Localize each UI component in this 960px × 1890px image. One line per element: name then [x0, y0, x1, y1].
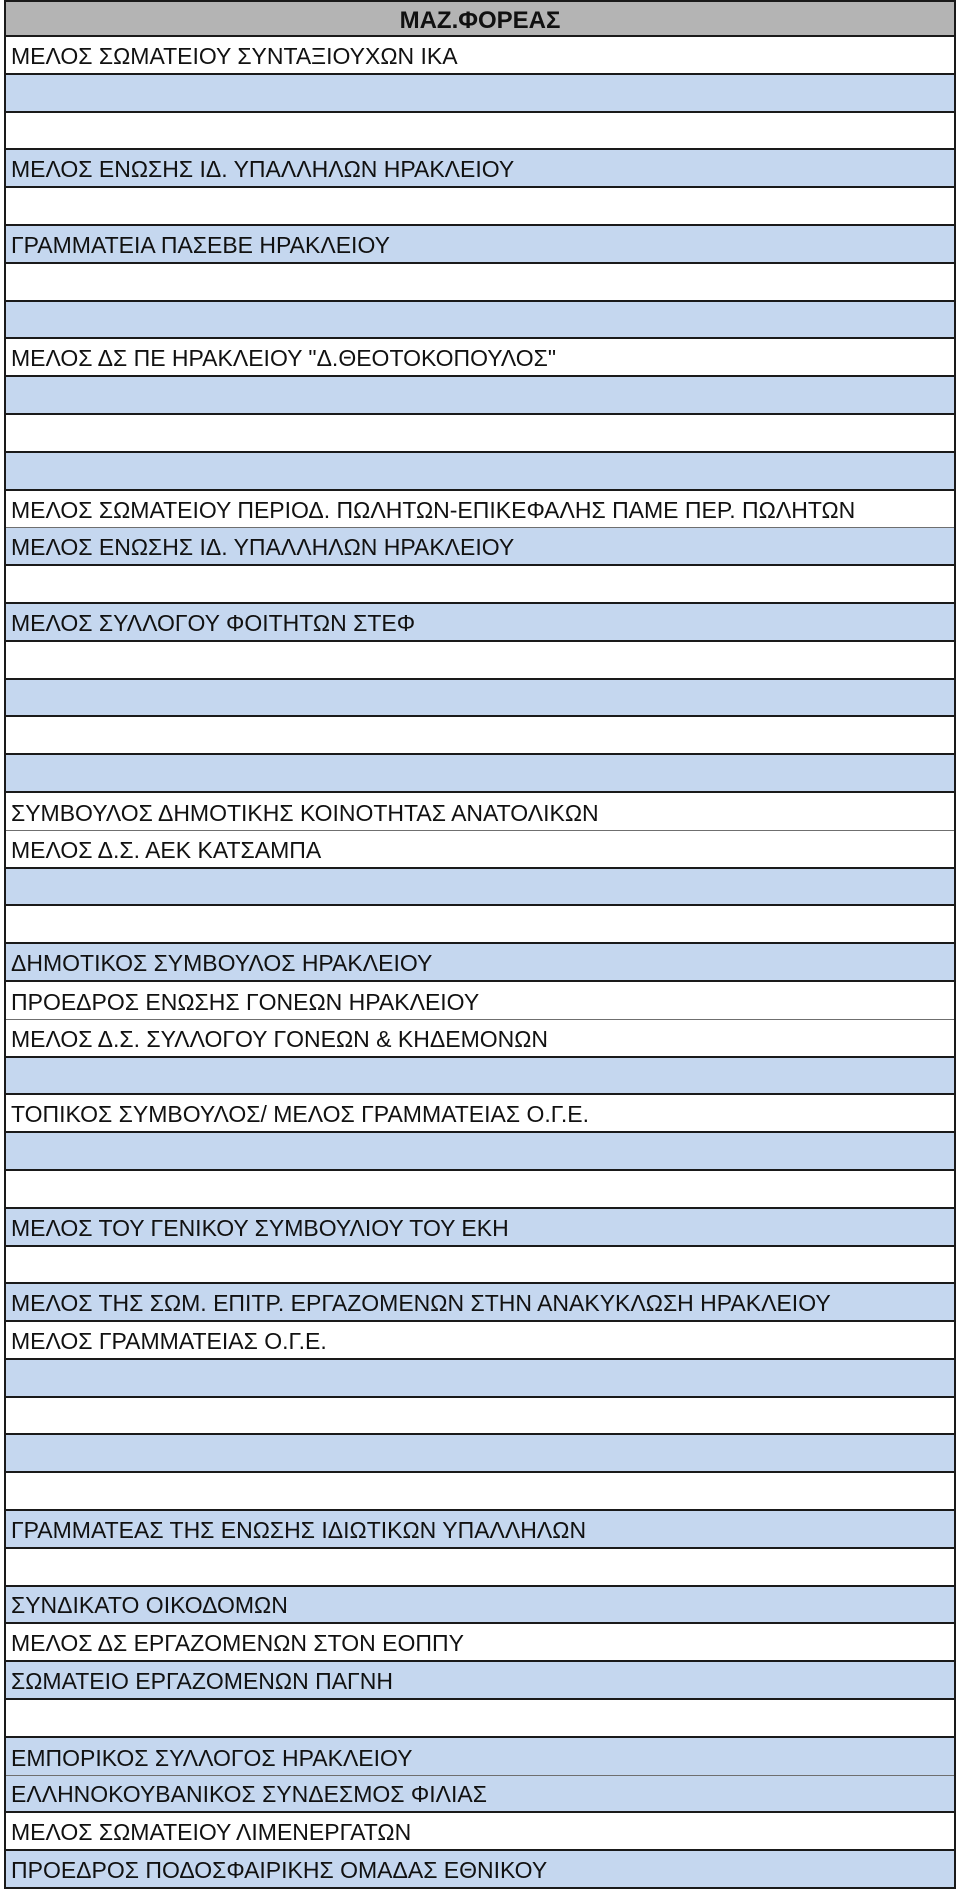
- table-row[interactable]: [6, 113, 954, 151]
- cell-text: ΜΕΛΟΣ ΣΩΜΑΤΕΙΟΥ ΛΙΜΕΝΕΡΓΑΤΩΝ: [11, 1819, 412, 1846]
- cell-text: ΔΗΜΟΤΙΚΟΣ ΣΥΜΒΟΥΛΟΣ ΗΡΑΚΛΕΙΟΥ: [11, 949, 433, 976]
- table-row[interactable]: [6, 1209, 954, 1247]
- cell-text: ΜΕΛΟΣ ΕΝΩΣΗΣ ΙΔ. ΥΠΑΛΛΗΛΩΝ ΗΡΑΚΛΕΙΟΥ: [11, 156, 515, 183]
- table-row[interactable]: [6, 1587, 954, 1625]
- cell-text: ΠΡΟΕΔΡΟΣ ΠΟΔΟΣΦΑΙΡΙΚΗΣ ΟΜΑΔΑΣ ΕΘΝΙΚΟΥ: [11, 1857, 548, 1884]
- cell-text: ΤΟΠΙΚΟΣ ΣΥΜΒΟΥΛΟΣ/ ΜΕΛΟΣ ΓΡΑΜΜΑΤΕΙΑΣ Ο.Γ.Ε.: [11, 1101, 590, 1128]
- table-row[interactable]: [6, 566, 954, 604]
- cell-text: ΣΥΝΔΙΚΑΤΟ ΟΙΚΟΔΟΜΩΝ: [11, 1592, 288, 1619]
- table-row[interactable]: [6, 680, 954, 718]
- table-row[interactable]: [6, 1700, 954, 1738]
- table-row[interactable]: [6, 1284, 954, 1322]
- table-row[interactable]: [6, 1020, 954, 1058]
- table-row[interactable]: [6, 793, 954, 831]
- row-list: [6, 37, 954, 1889]
- cell-text: ΠΡΟΕΔΡΟΣ ΕΝΩΣΗΣ ΓΟΝΕΩΝ ΗΡΑΚΛΕΙΟΥ: [11, 988, 480, 1015]
- cell-text: ΜΕΛΟΣ ΤΟΥ ΓΕΝΙΚΟΥ ΣΥΜΒΟΥΛΙΟΥ ΤΟΥ ΕΚΗ: [11, 1214, 509, 1241]
- table-row[interactable]: [6, 944, 954, 982]
- table-row[interactable]: [6, 869, 954, 907]
- table-row[interactable]: [6, 264, 954, 302]
- table-row[interactable]: [6, 1473, 954, 1511]
- table-row[interactable]: [6, 1322, 954, 1360]
- cell-text: ΜΕΛΟΣ ΤΗΣ ΣΩΜ. ΕΠΙΤΡ. ΕΡΓΑΖΟΜΕΝΩΝ ΣΤΗΝ ΑΝΑΚΥΚΛΩΣΗ ΗΡΑΚΛΕΙΟΥ: [11, 1290, 831, 1317]
- table-row[interactable]: [6, 1851, 954, 1889]
- table-row[interactable]: [6, 1398, 954, 1436]
- table-row[interactable]: [6, 415, 954, 453]
- table-row[interactable]: [6, 906, 954, 944]
- table-row[interactable]: [6, 1813, 954, 1851]
- table-row[interactable]: [6, 491, 954, 529]
- table-row[interactable]: [6, 226, 954, 264]
- table-row[interactable]: [6, 1360, 954, 1398]
- column-header[interactable]: ΜΑΖ.ΦΟΡΕΑΣ: [6, 0, 954, 37]
- table-row[interactable]: [6, 1776, 954, 1814]
- table-row[interactable]: [6, 1095, 954, 1133]
- cell-text: ΣΥΜΒΟΥΛΟΣ ΔΗΜΟΤΙΚΗΣ ΚΟΙΝΟΤΗΤΑΣ ΑΝΑΤΟΛΙΚΩΝ: [11, 799, 599, 826]
- table-row[interactable]: [6, 1549, 954, 1587]
- cell-text: ΜΕΛΟΣ ΣΩΜΑΤΕΙΟΥ ΠΕΡΙΟΔ. ΠΩΛΗΤΩΝ-ΕΠΙΚΕΦΑΛΗΣ ΠΑΜΕ ΠΕΡ. ΠΩΛΗΤΩΝ: [11, 497, 856, 524]
- table-row[interactable]: [6, 377, 954, 415]
- cell-text: ΓΡΑΜΜΑΤΕΙΑ ΠΑΣΕΒΕ ΗΡΑΚΛΕΙΟΥ: [11, 231, 390, 258]
- table-row[interactable]: [6, 1133, 954, 1171]
- cell-text: ΕΜΠΟΡΙΚΟΣ ΣΥΛΛΟΓΟΣ ΗΡΑΚΛΕΙΟΥ: [11, 1744, 413, 1771]
- table-row[interactable]: [6, 1662, 954, 1700]
- cell-text: ΜΕΛΟΣ ΓΡΑΜΜΑΤΕΙΑΣ Ο.Γ.Ε.: [11, 1327, 327, 1354]
- table-row[interactable]: [6, 1624, 954, 1662]
- cell-text: ΣΩΜΑΤΕΙΟ ΕΡΓΑΖΟΜΕΝΩΝ ΠΑΓΝΗ: [11, 1668, 393, 1695]
- table-row[interactable]: [6, 528, 954, 566]
- table-row[interactable]: [6, 339, 954, 377]
- spreadsheet-column: [4, 0, 956, 1889]
- cell-text: ΜΕΛΟΣ ΣΩΜΑΤΕΙΟΥ ΣΥΝΤΑΞΙΟΥΧΩΝ ΙΚΑ: [11, 42, 458, 69]
- table-row[interactable]: [6, 1247, 954, 1285]
- table-row[interactable]: [6, 75, 954, 113]
- table-row[interactable]: [6, 604, 954, 642]
- table-row[interactable]: [6, 982, 954, 1020]
- cell-text: ΜΕΛΟΣ ΕΝΩΣΗΣ ΙΔ. ΥΠΑΛΛΗΛΩΝ ΗΡΑΚΛΕΙΟΥ: [11, 534, 515, 561]
- cell-text: ΜΕΛΟΣ ΔΣ ΕΡΓΑΖΟΜΕΝΩΝ ΣΤΟΝ ΕΟΠΠΥ: [11, 1630, 464, 1657]
- cell-text: ΜΕΛΟΣ Δ.Σ. ΑΕΚ ΚΑΤΣΑΜΠΑ: [11, 836, 322, 863]
- table-row[interactable]: [6, 453, 954, 491]
- table-row[interactable]: [6, 150, 954, 188]
- table-row[interactable]: [6, 1435, 954, 1473]
- table-row[interactable]: [6, 642, 954, 680]
- table-row[interactable]: [6, 717, 954, 755]
- table-row[interactable]: [6, 755, 954, 793]
- cell-text: ΕΛΛΗΝΟΚΟΥΒΑΝΙΚΟΣ ΣΥΝΔΕΣΜΟΣ ΦΙΛΙΑΣ: [11, 1781, 487, 1808]
- cell-text: ΜΕΛΟΣ ΣΥΛΛΟΓΟΥ ΦΟΙΤΗΤΩΝ ΣΤΕΦ: [11, 609, 416, 636]
- cell-text: ΜΕΛΟΣ Δ.Σ. ΣΥΛΛΟΓΟΥ ΓΟΝΕΩΝ & ΚΗΔΕΜΟΝΩΝ: [11, 1025, 549, 1052]
- table-row[interactable]: [6, 1171, 954, 1209]
- table-row[interactable]: [6, 1511, 954, 1549]
- table-row[interactable]: [6, 1058, 954, 1096]
- table-row[interactable]: [6, 188, 954, 226]
- cell-text: ΜΕΛΟΣ ΔΣ ΠΕ ΗΡΑΚΛΕΙΟΥ "Δ.ΘΕΟΤΟΚΟΠΟΥΛΟΣ": [11, 345, 557, 372]
- cell-text: ΓΡΑΜΜΑΤΕΑΣ ΤΗΣ ΕΝΩΣΗΣ ΙΔΙΩΤΙΚΩΝ ΥΠΑΛΛΗΛΩΝ: [11, 1516, 587, 1543]
- table-row[interactable]: [6, 302, 954, 340]
- table-row[interactable]: [6, 831, 954, 869]
- table-row[interactable]: [6, 37, 954, 75]
- table-row[interactable]: [6, 1738, 954, 1776]
